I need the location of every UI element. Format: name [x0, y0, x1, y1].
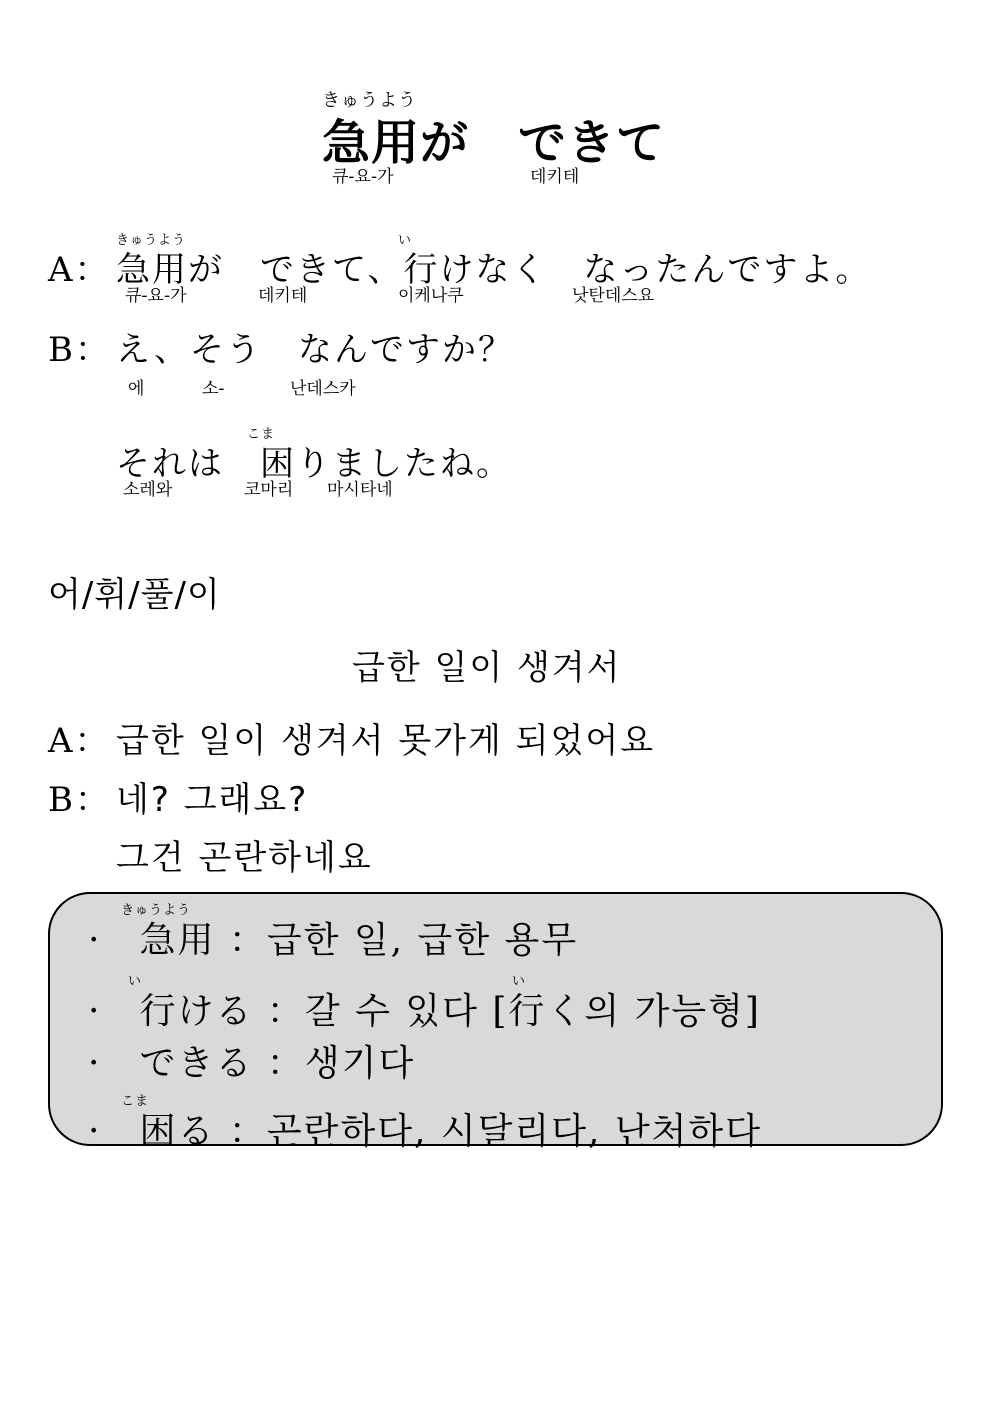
translation-b-text: 네? 그래요?	[116, 780, 309, 820]
vocab-4: · 困る ：곤란하다, 시달리다, 난처하다	[88, 1111, 762, 1152]
dialogue-b-reading-1: 에	[128, 379, 145, 399]
title-ruby: きゅうよう	[322, 90, 417, 111]
dialogue-a-reading-4: 낫탄데스요	[572, 286, 655, 306]
dialogue-b-reading-2: 소-	[202, 379, 225, 399]
dialogue-a-reading-3: 이케나쿠	[398, 286, 464, 306]
dialogue-b-text: え、そう なんですか？	[116, 330, 515, 370]
dialogue-a-speaker: A：	[48, 250, 111, 290]
dialogue-b-speaker: B：	[48, 330, 111, 370]
vocab-2: · 行ける ：갈 수 있다 [行く의 가능형]	[88, 991, 761, 1032]
dialogue-a-reading-1: 큐-요-가	[125, 286, 187, 306]
title-reading-1: 큐-요-가	[332, 167, 394, 187]
vocab-1: · 急用 ：급한 일, 급한 용무	[88, 920, 579, 961]
page-title: 急用が できて	[322, 115, 666, 171]
translation-a-text: 급한 일이 생겨서 못가게 되었어요	[116, 721, 656, 761]
vocab-2-ruby-1: い	[128, 974, 143, 989]
dialogue-b2-reading-2: 코마리	[244, 480, 294, 500]
dialogue-b2-ruby: こま	[247, 427, 276, 442]
translation-title: 급한 일이 생겨서	[352, 648, 622, 688]
vocab-1-ruby: きゅうよう	[121, 903, 192, 918]
translation-b-speaker: B：	[48, 780, 111, 820]
vocab-2-ruby-2: い	[512, 974, 527, 989]
dialogue-b2-reading-1: 소레와	[123, 480, 173, 500]
dialogue-a-reading-2: 데키테	[258, 286, 308, 306]
dialogue-a-ruby-2: い	[398, 233, 413, 248]
dialogue-a-text: 急用が できて、行けなく なったんですよ。	[116, 250, 872, 290]
dialogue-b2-text: それは 困りましたね。	[116, 444, 512, 484]
dialogue-b-reading-3: 난데스카	[290, 379, 356, 399]
title-reading-2: 데키테	[530, 167, 580, 187]
dialogue-b2-reading-3: 마시타네	[327, 480, 393, 500]
dialogue-a-ruby-1: きゅうよう	[116, 233, 187, 248]
vocab-4-ruby: こま	[121, 1094, 150, 1109]
vocab-3: · できる ：생기다	[88, 1043, 416, 1084]
translation-b2-text: 그건 곤란하네요	[116, 838, 373, 878]
translation-a-speaker: A：	[48, 721, 111, 761]
vocab-heading: 어/휘/풀/이	[48, 575, 221, 615]
